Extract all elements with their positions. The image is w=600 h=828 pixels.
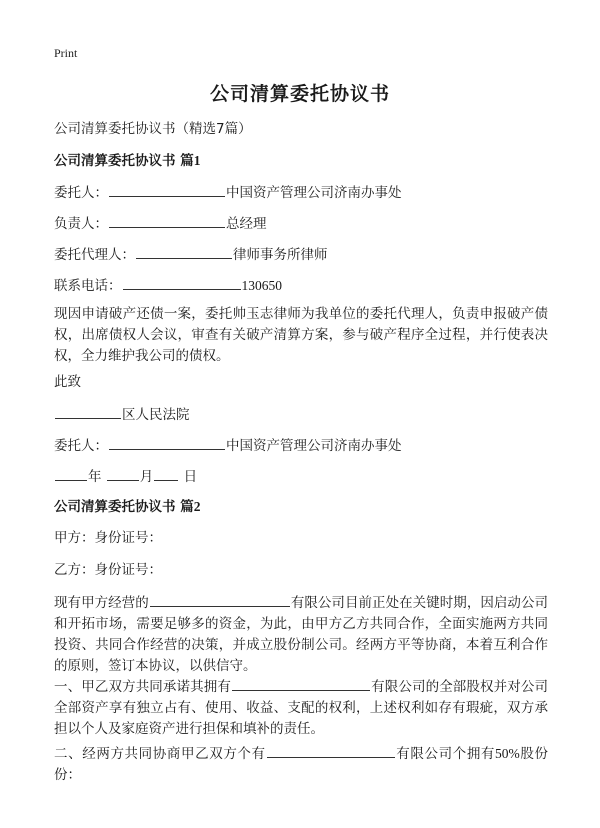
date-day: 日 (183, 469, 198, 485)
entrust-label: 委托人： (54, 185, 108, 201)
agent-label: 委托代理人： (54, 247, 135, 263)
blank-field (109, 214, 225, 228)
date-year: 年 (88, 469, 102, 485)
leader-label: 负责人： (54, 216, 108, 232)
blank-field (136, 245, 232, 259)
party-b: 乙方：身份证号： (54, 562, 162, 578)
phone-label: 联系电话： (54, 278, 122, 294)
blank-field (123, 276, 241, 290)
section-2-paragraph-2: 一、甲乙双方共同承诺其拥有 有限公司的全部股权并对公司全部资产享有独立占有、使用、收益、支配的权利，上述权利如存有瑕疵，双方承担以个人及家庭资产进行担保和填补的责任。 (54, 679, 548, 737)
blank-field (150, 593, 290, 607)
section-1-body: 现因申请破产还债一案，委托帅玉志律师为我单位的委托代理人，负责申报破产债权，出席债权人会议，审查有关破产清算方案，参与破产程序全过程，并行使表决权，全力维护我公司的债权。 (54, 306, 548, 364)
print-label[interactable]: Print (54, 46, 78, 60)
court-name: 区人民法院 (122, 407, 190, 423)
salute: 此致 (54, 374, 81, 390)
blank-field (55, 467, 87, 481)
document-title: 公司清算委托协议书 (209, 83, 390, 105)
party-a: 甲方：身份证号： (54, 530, 162, 546)
section-2-paragraph-1: 现有甲方经营的 有限公司目前正处在关键时期，因启动公司和开拓市场，需要足够多的资金，为此，由甲方乙方共同合作，全面实施两方共同投资、共同合作经营的决策，并成立股份制公司。经两方平等协商，本着互利合作的原则，签订本协议，以供信守。 (54, 595, 549, 674)
blank-field (109, 183, 225, 197)
entrust-line (54, 183, 402, 201)
section-2-heading: 公司清算委托协议书 篇2 (54, 499, 201, 515)
entrust-label-2: 委托人： (54, 438, 108, 454)
leader-line (54, 214, 267, 232)
section-1-heading: 公司清算委托协议书 篇1 (54, 153, 201, 169)
agent-line (54, 245, 328, 263)
entrust-value-2: 中国资产管理公司济南办事处 (226, 438, 402, 454)
phone-value: 130650 (241, 278, 282, 293)
document-subtitle: 公司清算委托协议书（精选7篇） (54, 121, 252, 137)
blank-field (109, 436, 225, 450)
blank-field (154, 467, 178, 481)
entrust-line-2 (54, 436, 402, 454)
agent-value: 律师事务所律师 (233, 247, 328, 263)
phone-line (54, 276, 282, 294)
blank-field (107, 467, 139, 481)
date-month: 月 (139, 469, 154, 485)
date-line (54, 467, 197, 485)
leader-value: 总经理 (226, 216, 267, 232)
section-2-paragraph-3: 二、经两方共同协商甲乙双方个有 有限公司个拥有50%股份份： (54, 746, 549, 783)
court-line (54, 405, 190, 423)
blank-field (55, 405, 121, 419)
blank-field (232, 677, 370, 691)
entrust-value: 中国资产管理公司济南办事处 (226, 185, 402, 201)
blank-field (267, 744, 395, 758)
